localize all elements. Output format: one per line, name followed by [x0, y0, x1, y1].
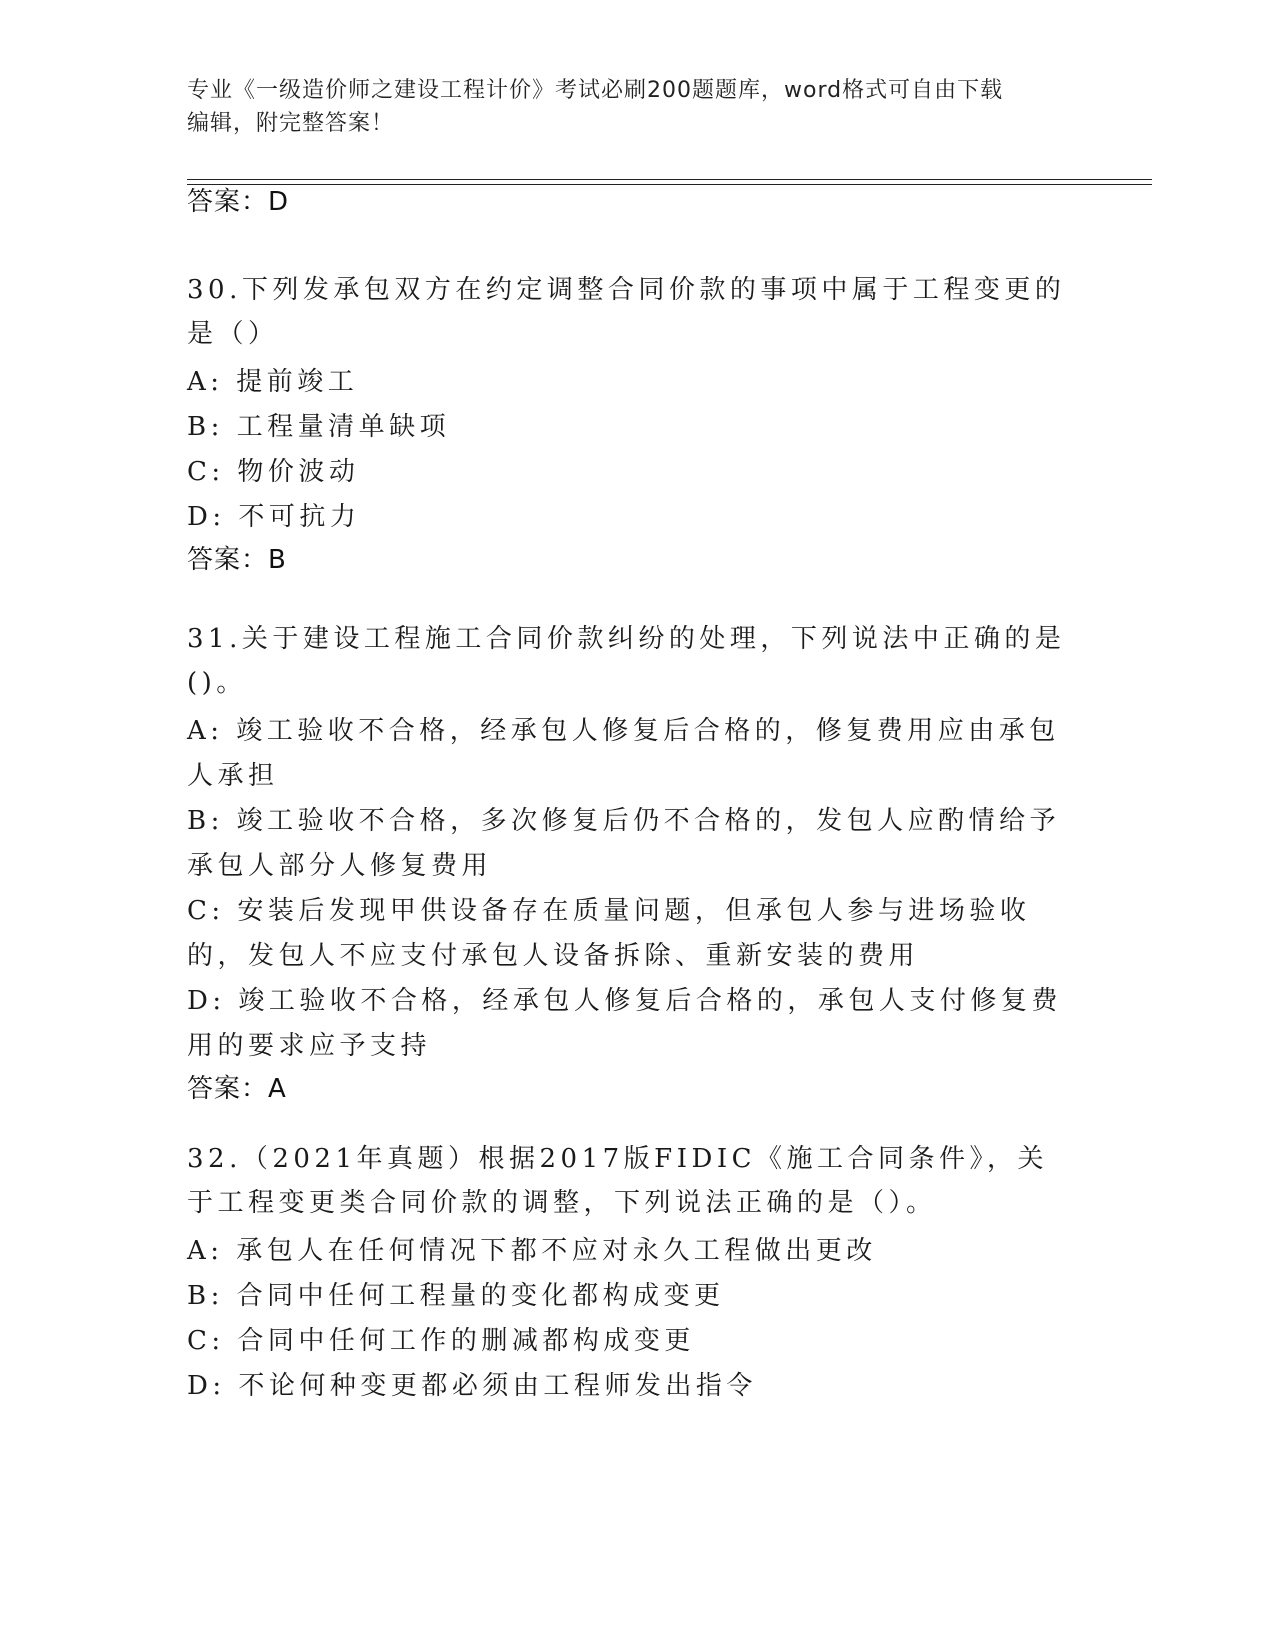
- question-31: [187, 617, 1072, 1109]
- option-a: A: 提前竣工: [187, 367, 359, 397]
- question-stem: 32.（2021年真题）根据2017版FIDIC《施工合同条件》，关于工程变更类合同价款的调整，下列说法正确的是（）。: [187, 1144, 1049, 1218]
- question-stem: 30.下列发承包双方在约定调整合同价款的事项中属于工程变更的是（）: [187, 275, 1066, 349]
- prev-answer: 答案：D: [187, 187, 290, 217]
- header-divider-top: [187, 179, 1152, 180]
- document-header: [187, 74, 1067, 140]
- option-d: D: 不论何种变更都必须由工程师发出指令: [187, 1371, 757, 1401]
- option-d: D: 不可抗力: [187, 502, 361, 532]
- option-c: C: 合同中任何工作的删减都构成变更: [187, 1326, 695, 1356]
- option-b: B: 合同中任何工程量的变化都构成变更: [187, 1281, 725, 1311]
- question-stem: 31.关于建设工程施工合同价款纠纷的处理，下列说法中正确的是()。: [187, 624, 1066, 698]
- option-c: C: 安装后发现甲供设备存在质量问题，但承包人参与进场验收的，发包人不应支付承包人设备拆除、重新安装的费用: [187, 896, 1031, 971]
- option-c: C: 物价波动: [187, 457, 360, 487]
- header-line-2: 编辑，附完整答案！: [187, 111, 395, 136]
- answer: 答案：A: [187, 1074, 287, 1104]
- question-32: [187, 1137, 1072, 1409]
- question-30: [187, 268, 1072, 580]
- option-d: D: 竣工验收不合格，经承包人修复后合格的，承包人支付修复费用的要求应予支持: [187, 986, 1062, 1061]
- answer: 答案：B: [187, 545, 287, 575]
- option-a: A: 竣工验收不合格，经承包人修复后合格的，修复费用应由承包人承担: [187, 716, 1060, 791]
- header-line-1: 专业《一级造价师之建设工程计价》考试必刷200题题库，word格式可自由下载: [187, 78, 1004, 103]
- option-b: B: 竣工验收不合格，多次修复后仍不合格的，发包人应酌情给予承包人部分人修复费用: [187, 806, 1061, 881]
- option-a: A: 承包人在任何情况下都不应对永久工程做出更改: [187, 1236, 877, 1266]
- option-b: B: 工程量清单缺项: [187, 412, 451, 442]
